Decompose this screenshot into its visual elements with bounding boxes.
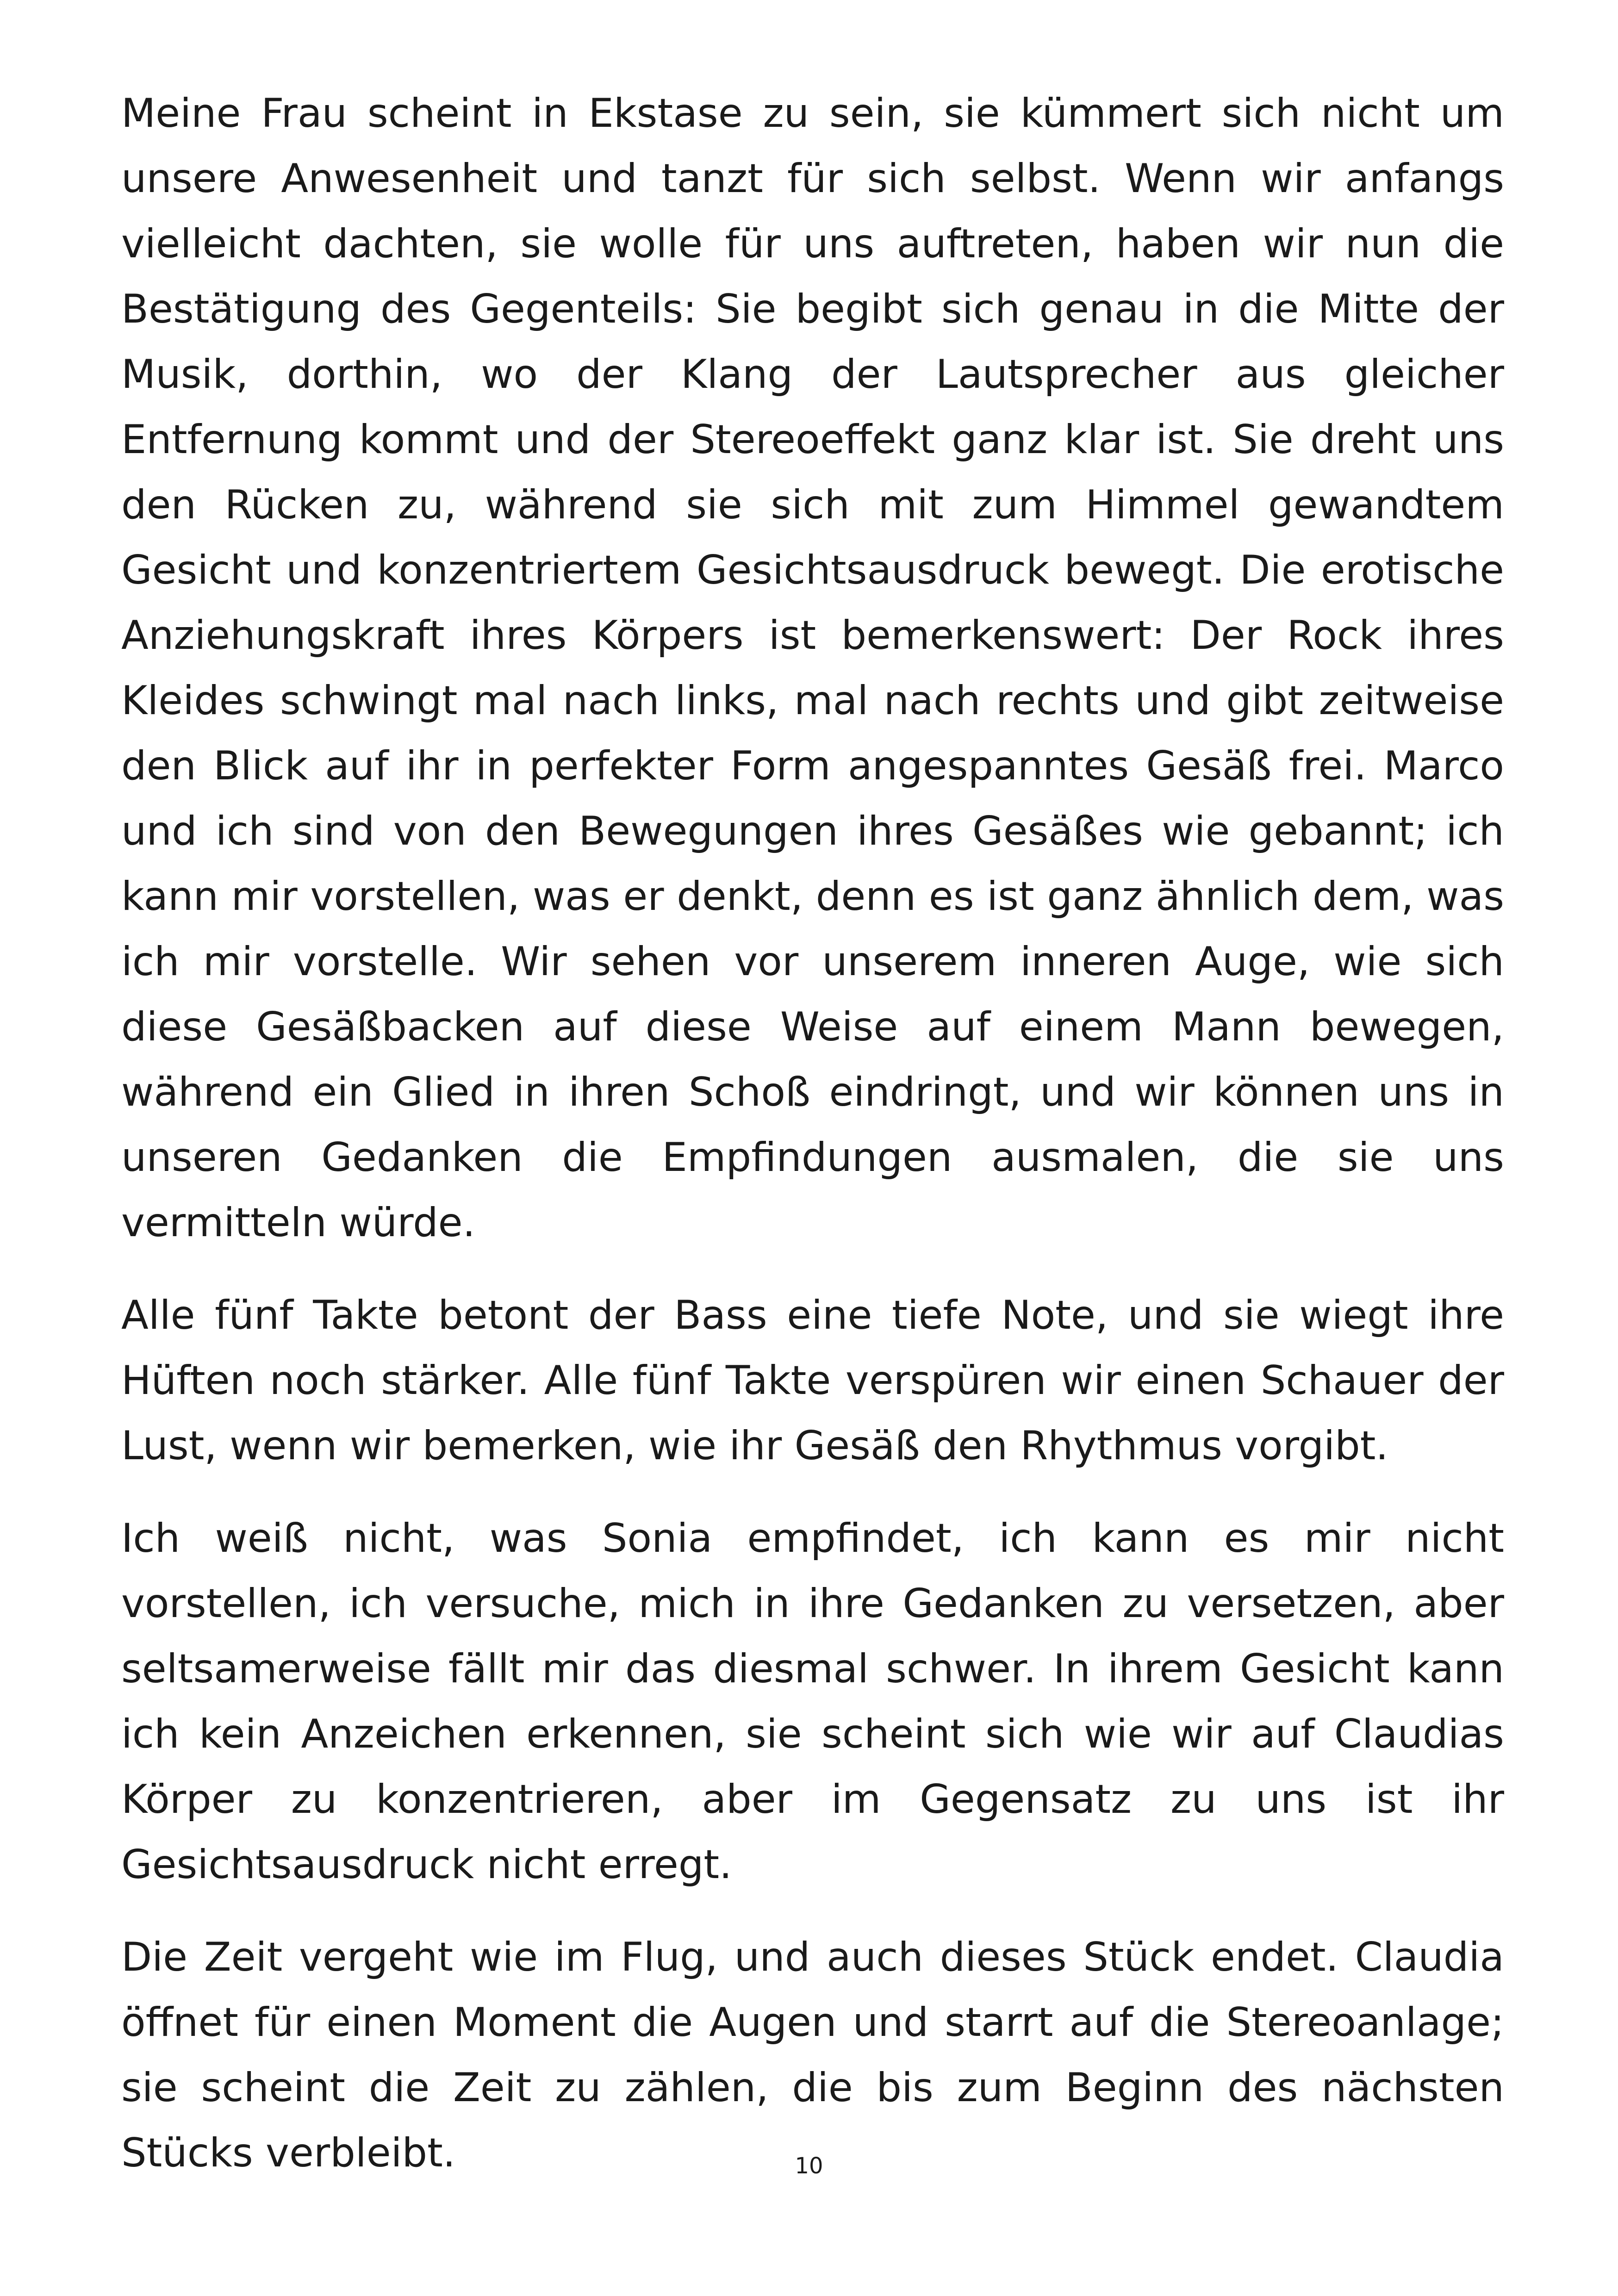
page-body — [121, 81, 1504, 2213]
paragraph-1: Meine Frau scheint in Ekstase zu sein, sie kümmert sich nicht um unsere Anwesenheit und tanzt für sich selbst. Wenn wir anfangs vielleicht dachten, sie wolle für uns auftreten, haben wir nun die Bestätigung des Gegenteils: Sie begibt sich genau in die Mitte der Musik, dorthin, wo der Klang der Lautsprecher aus gleicher Entfernung kommt und der Stereoeffekt ganz klar ist. Sie dreht uns den Rücken zu, während sie sich mit zum Himmel gewandtem Gesicht und konzentriertem Gesichtsausdruck bewegt. Die erotische Anziehungskraft ihres Körpers ist bemerkenswert: Der Rock ihres Kleides schwingt mal nach links, mal nach rechts und gibt zeitweise den Blick auf ihr in perfekter Form angespanntes Gesäß frei. Marco und ich sind von den Bewegungen ihres Gesäßes wie gebannt; ich kann mir vorstellen, was er denkt, denn es ist ganz ähnlich dem, was ich mir vorstelle. Wir sehen vor unserem inneren Auge, wie sich diese Gesäßbacken auf diese Weise auf einem Mann bewegen, während ein Glied in ihren Schoß eindringt, und wir können uns in unseren Gedanken die Empfindungen ausmalen, die sie uns vermitteln würde. — [121, 90, 1504, 1246]
paragraph-2: Alle fünf Takte betont der Bass eine tiefe Note, und sie wiegt ihre Hüften noch stärker. Alle fünf Takte verspüren wir einen Schauer der Lust, wenn wir bemerken, wie ihr Gesäß den Rhythmus vorgibt. — [121, 1292, 1504, 1469]
page-number: 10 — [795, 2153, 823, 2179]
paragraph-3: Ich weiß nicht, was Sonia empfindet, ich kann es mir nicht vorstellen, ich versuche, mich in ihre Gedanken zu versetzen, aber seltsamerweise fällt mir das diesmal schwer. In ihrem Gesicht kann ich kein Anzeichen erkennen, sie scheint sich wie wir auf Claudias Körper zu konzentrieren, aber im Gegensatz zu uns ist ihr Gesichtsausdruck nicht erregt. — [121, 1515, 1504, 1888]
paragraph-4: Die Zeit vergeht wie im Flug, und auch dieses Stück endet. Claudia öffnet für einen Moment die Augen und starrt auf die Stereoanlage; sie scheint die Zeit zu zählen, die bis zum Beginn des nächsten Stücks verbleibt. — [121, 1934, 1504, 2176]
